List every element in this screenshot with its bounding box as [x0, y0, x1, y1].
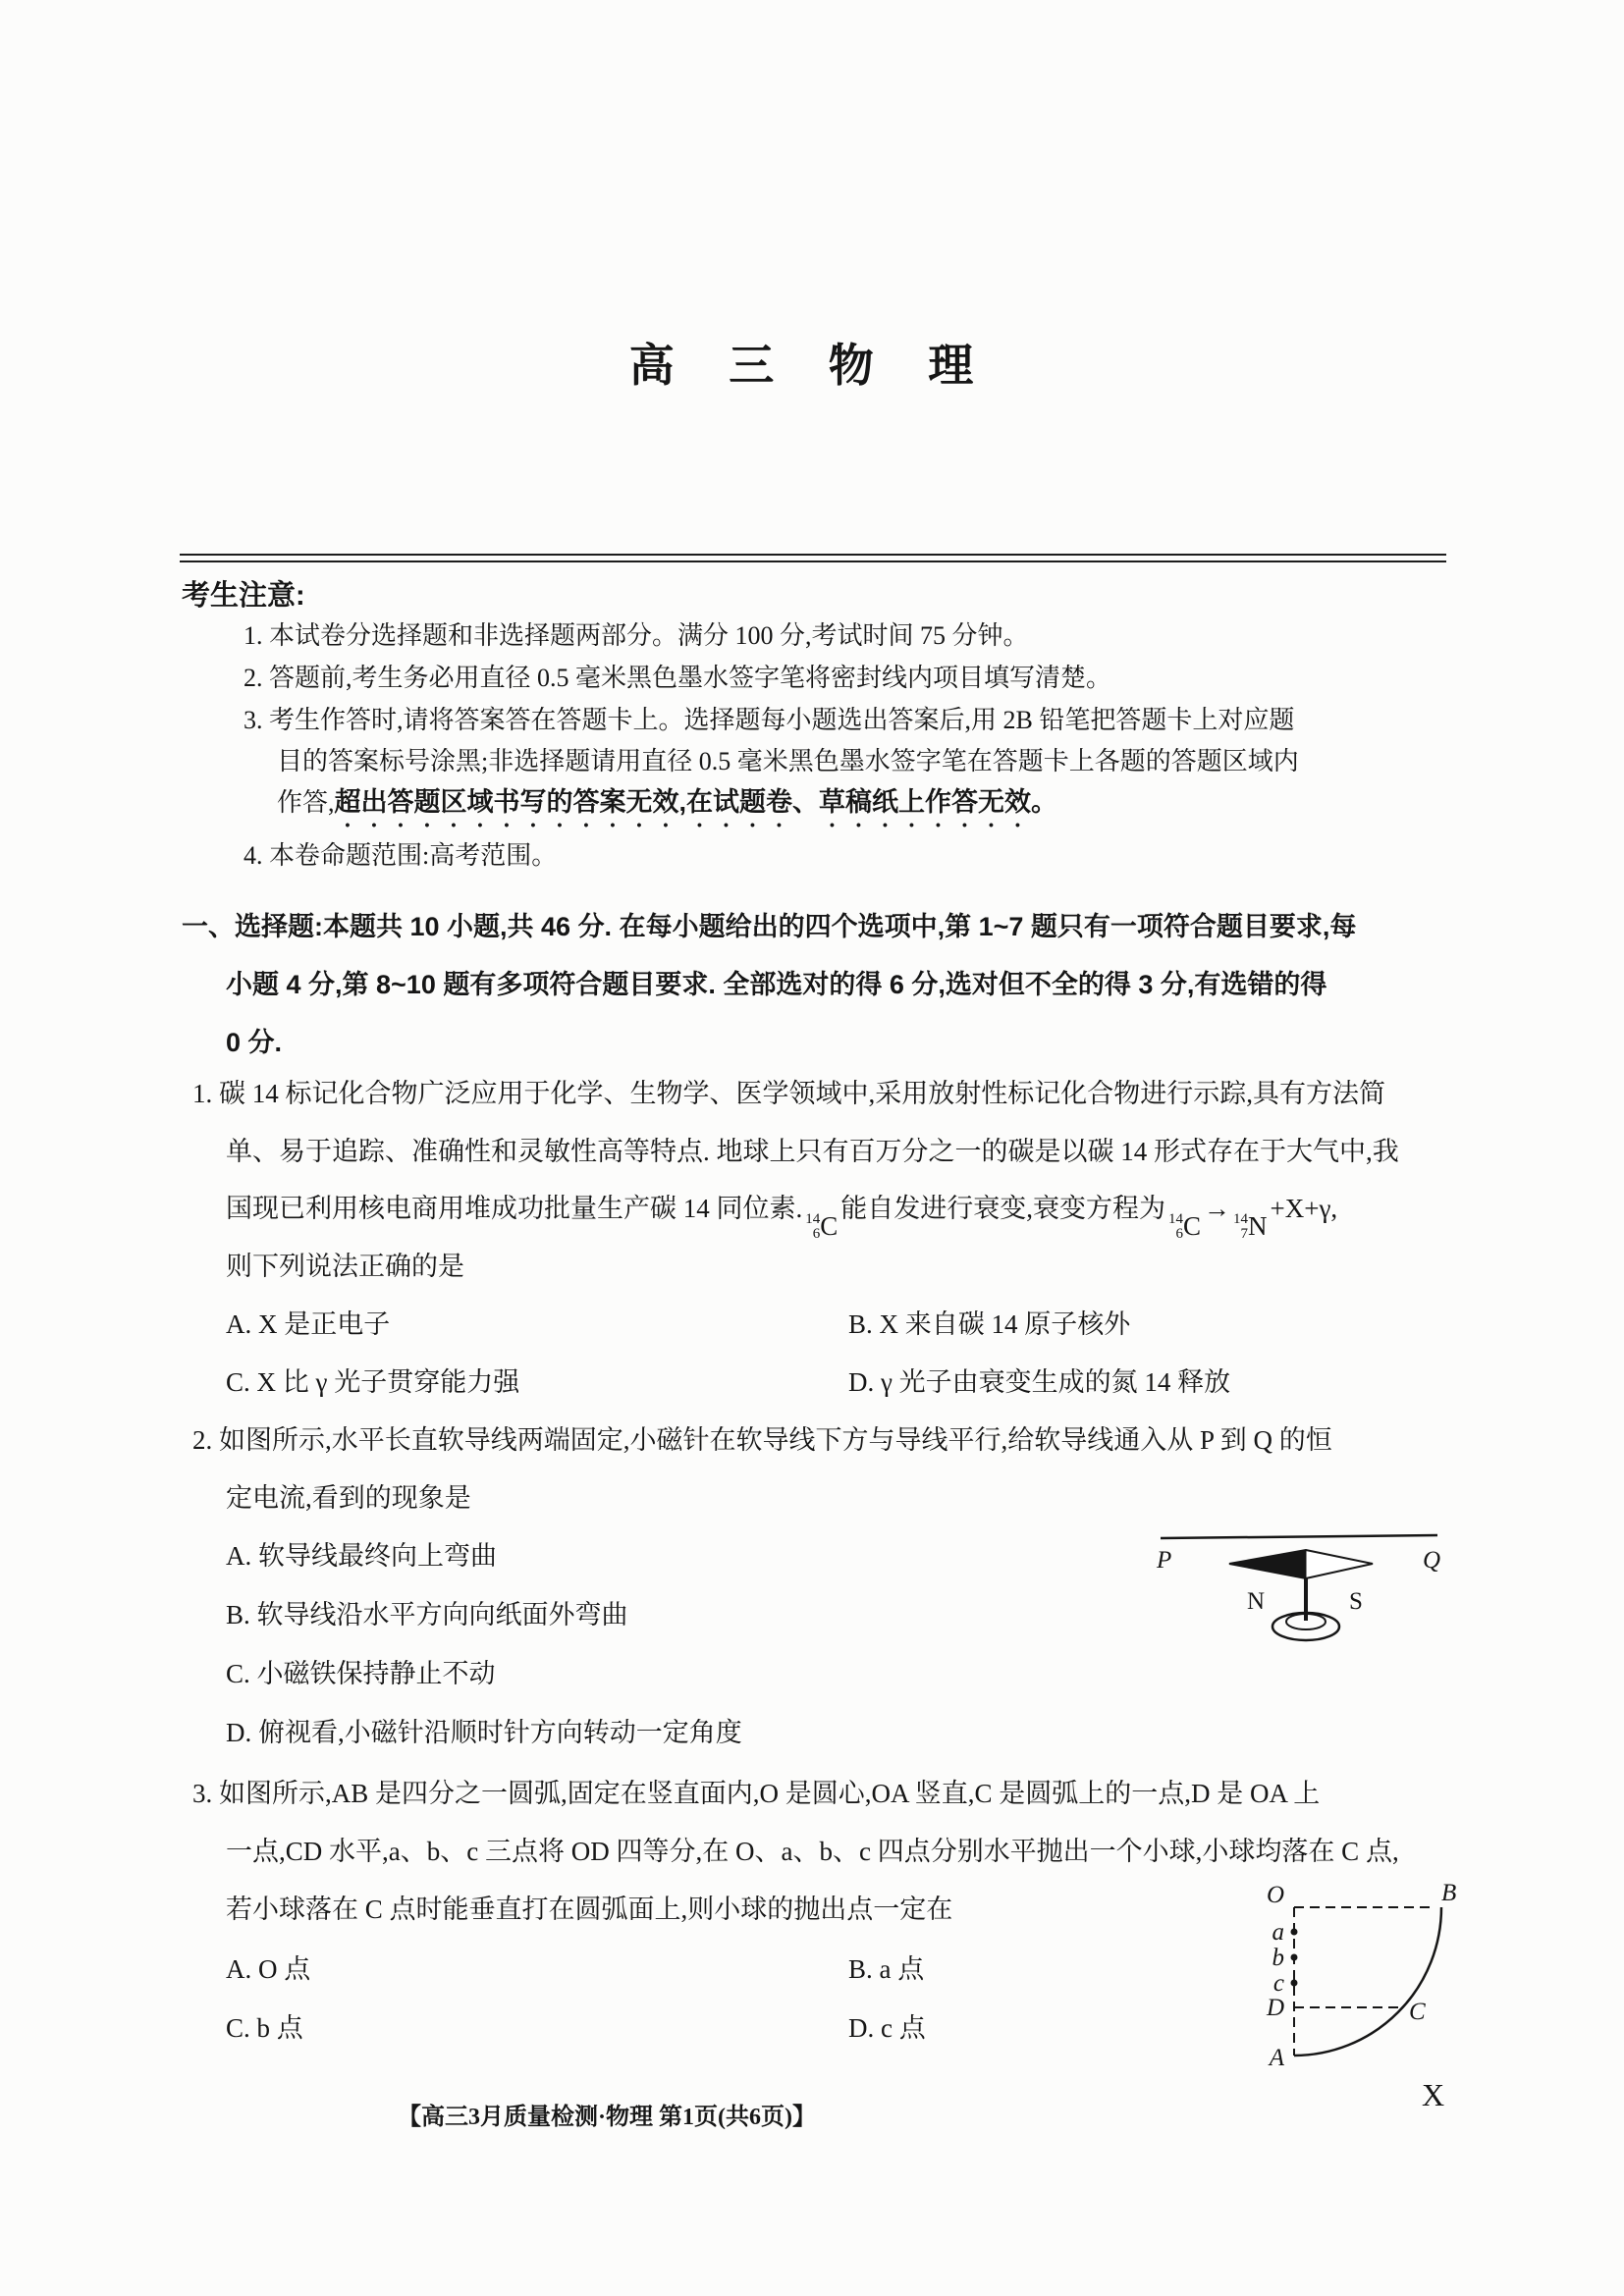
nuclide-carbon-14-eq — [1168, 1210, 1201, 1244]
q3-option-b: B. a 点 — [848, 1954, 925, 1984]
q3-option-d: D. c 点 — [848, 2013, 926, 2043]
label-c-point: C — [1409, 1999, 1426, 2025]
q1-line-3-text-3: +X+γ, — [1270, 1194, 1338, 1223]
q2-compass-wire-diagram — [1151, 1517, 1450, 1669]
q2-option-a: A. 软导线最终向上弯曲 — [226, 1541, 497, 1571]
notice-line-5 — [277, 786, 1057, 832]
label-d: D — [1266, 1995, 1284, 2021]
q1-option-b: B. X 来自碳 14 原子核外 — [848, 1309, 1131, 1339]
label-a-lower: a — [1272, 1919, 1284, 1946]
decay-arrow: → — [1204, 1194, 1231, 1223]
nuclide-atomic-number: 6 — [1175, 1226, 1184, 1242]
q3-line-3: 若小球落在 C 点时能垂直打在圆弧面上,则小球的抛出点一定在 — [226, 1895, 953, 1924]
nuclide-symbol: C — [820, 1211, 839, 1242]
label-b-lower: b — [1272, 1945, 1284, 1971]
wire-pq-line — [1161, 1535, 1437, 1538]
q2-line-1: 2. 如图所示,水平长直软导线两端固定,小磁针在软导线下方与导线平行,给软导线通入从 P 到 Q 的恒 — [192, 1425, 1332, 1455]
q3-option-c: C. b 点 — [226, 2013, 303, 2043]
version-mark: X — [1422, 2077, 1445, 2112]
notice-line-6: 4. 本卷命题范围:高考范围。 — [244, 841, 558, 870]
exam-title: 高 三 物 理 — [628, 341, 996, 391]
wire-end-p-label: P — [1157, 1547, 1172, 1574]
label-c-lower: c — [1272, 1970, 1284, 1997]
q3-line-2: 一点,CD 水平,a、b、c 三点将 OD 四等分,在 O、a、b、c 四点分别水平抛出一个小球,小球均落在 C 点, — [226, 1837, 1399, 1866]
compass-needle-north-half — [1229, 1550, 1306, 1578]
section1-header-line-2: 小题 4 分,第 8~10 题有多项符合题目要求. 全部选对的得 6 分,选对但不全的得 3 分,有选错的得 — [226, 970, 1327, 999]
nuclide-nitrogen-14 — [1233, 1210, 1268, 1244]
notice-line-2: 2. 答题前,考生务必用直径 0.5 毫米黑色墨水签字笔将密封线内项目填写清楚。 — [244, 664, 1112, 692]
label-a-point: A — [1269, 2045, 1284, 2071]
q2-line-2: 定电流,看到的现象是 — [226, 1483, 471, 1513]
point-b-dot — [1291, 1954, 1298, 1961]
nuclide-atomic-number: 6 — [812, 1226, 821, 1242]
section1-header-line-3: 0 分. — [226, 1028, 283, 1057]
compass-n-label: N — [1247, 1588, 1266, 1615]
header-rule-bottom — [180, 561, 1446, 562]
notice-line-3: 3. 考生作答时,请将答案答在答题卡上。选择题每小题选出答案后,用 2B 铅笔把答题卡上对应题 — [244, 706, 1295, 734]
nuclide-atomic-number: 7 — [1240, 1226, 1249, 1242]
nuclide-symbol: N — [1248, 1211, 1268, 1242]
point-c-dot — [1291, 1980, 1298, 1987]
label-b-top: B — [1441, 1880, 1457, 1906]
q1-line-4: 则下列说法正确的是 — [226, 1252, 464, 1281]
q1-option-a: A. X 是正电子 — [226, 1309, 391, 1339]
compass-s-label: S — [1349, 1588, 1363, 1615]
q2-option-c: C. 小磁铁保持静止不动 — [226, 1659, 496, 1688]
q1-line-2: 单、易于追踪、准确性和灵敏性高等特点. 地球上只有百万分之一的碳是以碳 14 形式存在于大气中,我 — [226, 1137, 1399, 1166]
point-a-dot — [1291, 1929, 1298, 1936]
q1-option-c: C. X 比 γ 光子贯穿能力强 — [226, 1367, 520, 1397]
q2-option-b: B. 软导线沿水平方向向纸面外弯曲 — [226, 1600, 628, 1629]
q3-quarter-arc-diagram — [1255, 1863, 1476, 2109]
nuclide-mass-number: 14 — [805, 1211, 821, 1227]
label-o: O — [1266, 1882, 1284, 1908]
arc-ab — [1294, 1907, 1441, 2056]
page-footer: 【高三3月质量检测·物理 第1页(共6页)】 — [398, 2105, 816, 2130]
q1-option-d: D. γ 光子由衰变生成的氮 14 释放 — [848, 1367, 1231, 1397]
wire-end-q-label: Q — [1423, 1547, 1441, 1574]
section1-header-line-1: 一、选择题:本题共 10 小题,共 46 分. 在每小题给出的四个选项中,第 1~7 题只有一项符合题目要求,每 — [182, 912, 1357, 941]
nuclide-symbol: C — [1183, 1211, 1202, 1242]
q1-line-3 — [226, 1193, 1337, 1244]
q1-line-3-text-2: 能自发进行衰变,衰变方程为 — [840, 1194, 1166, 1223]
nuclide-mass-number: 14 — [1168, 1211, 1184, 1227]
q1-line-1: 1. 碳 14 标记化合物广泛应用于化学、生物学、医学领域中,采用放射性标记化合物进行示踪,具有方法简 — [192, 1079, 1385, 1108]
notice-line-4: 目的答案标号涂黑;非选择题请用直径 0.5 毫米黑色墨水签字笔在答题卡上各题的答题区域内 — [277, 747, 1299, 775]
q3-option-a: A. O 点 — [226, 1954, 311, 1984]
nuclide-carbon-14 — [805, 1210, 838, 1244]
notice-line-1: 1. 本试卷分选择题和非选择题两部分。满分 100 分,考试时间 75 分钟。 — [244, 621, 1029, 650]
notice-line-5-emphasized: 超出答题区域书写的答案无效,在试题卷、草稿纸上作答无效。 — [334, 787, 1058, 817]
header-rule-top — [180, 554, 1446, 556]
q3-line-1: 3. 如图所示,AB 是四分之一圆弧,固定在竖直面内,O 是圆心,OA 竖直,C 是圆弧上的一点,D 是 OA 上 — [192, 1779, 1321, 1808]
q2-option-d: D. 俯视看,小磁针沿顺时针方向转动一定角度 — [226, 1718, 742, 1747]
nuclide-mass-number: 14 — [1233, 1211, 1249, 1227]
notice-heading: 考生注意: — [182, 580, 305, 612]
q1-line-3-text-1: 国现已利用核电商用堆成功批量生产碳 14 同位素. — [226, 1194, 803, 1223]
notice-line-5-pre: 作答, — [277, 788, 335, 817]
